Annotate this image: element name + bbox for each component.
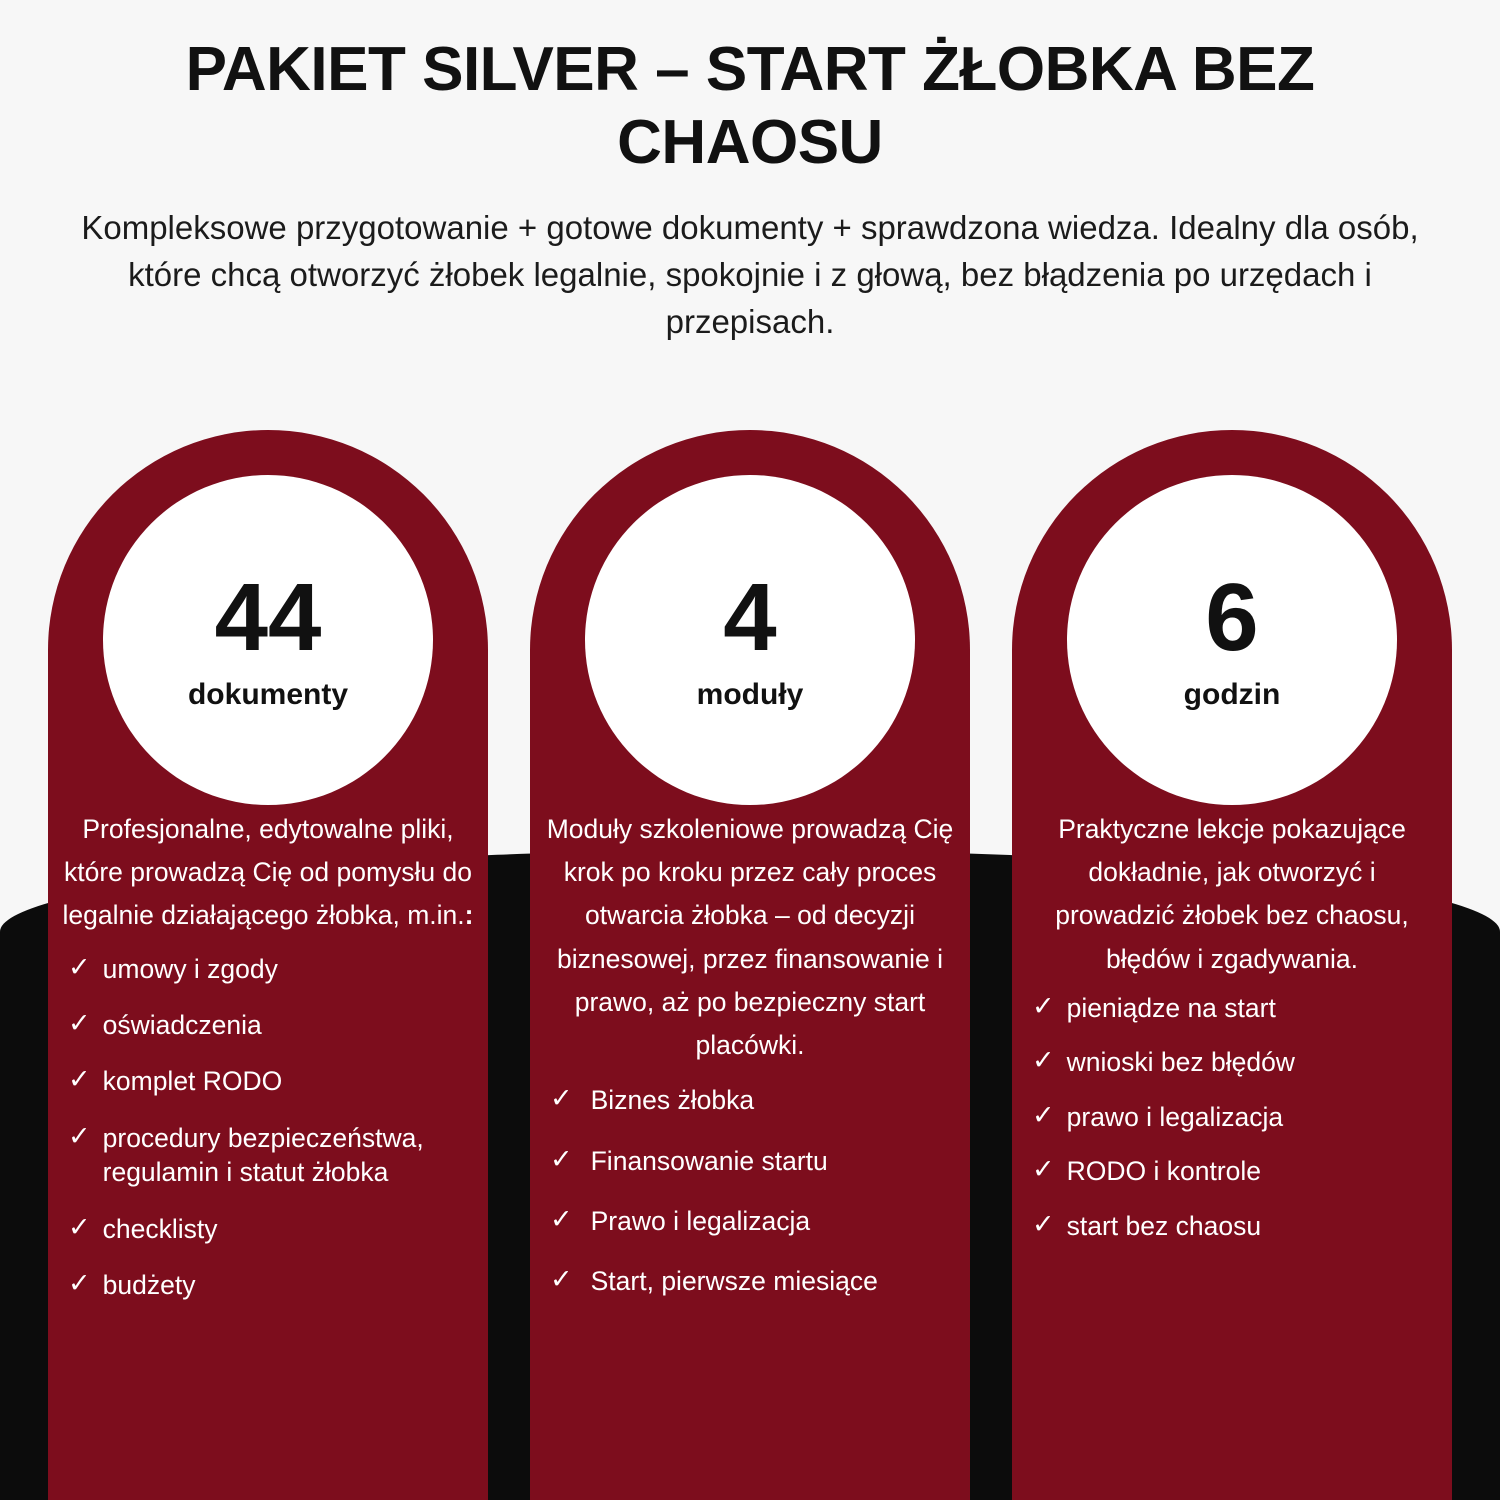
page-subtitle: Kompleksowe przygotowanie + gotowe dokumenty + sprawdzona wiedza. Idealny dla osób, które chcą otworzyć żłobek legalnie, spokojnie i z głową, bez błądzenia po urzędach i przepisach. bbox=[81, 209, 1419, 340]
package-cards bbox=[0, 430, 1500, 1500]
list-item bbox=[550, 1083, 956, 1117]
check-icon: ✓ bbox=[68, 1211, 91, 1242]
list-item bbox=[68, 1268, 474, 1302]
stat-label: dokumenty bbox=[187, 678, 349, 711]
list-item-label: budżety bbox=[102, 1270, 196, 1301]
card-description bbox=[62, 808, 474, 938]
check-icon: ✓ bbox=[550, 1204, 573, 1234]
card-body bbox=[48, 808, 488, 1325]
list-item bbox=[68, 952, 474, 986]
stat-label: godzin bbox=[1183, 678, 1281, 711]
list-item-label: wnioski bez błędów bbox=[1066, 1047, 1295, 1078]
check-icon: ✓ bbox=[550, 1143, 573, 1174]
list-item-label: pieniądze na start bbox=[1066, 992, 1276, 1023]
stat-badge-hours bbox=[1067, 475, 1397, 805]
list-item bbox=[68, 1212, 474, 1246]
card-description: Praktyczne lekcje pokazujące dokładnie, jak otworzyć i prowadzić żłobek bez chaosu, błędów i zgadywania. bbox=[1055, 814, 1409, 974]
page-title: PAKIET SILVER – START ŻŁOBKA BEZ CHAOSU bbox=[185, 35, 1315, 177]
card-bullet-list bbox=[1026, 991, 1438, 1243]
list-item-label: procedury bezpieczeństwa, regulamin i statut żłobka bbox=[102, 1122, 424, 1188]
list-item-label: umowy i zgody bbox=[102, 953, 278, 984]
card-description: Moduły szkoleniowe prowadzą Cię krok po kroku przez cały proces otwarcia żłobka – od decyzji biznesowej, przez finansowanie i prawo, aż po bezpieczny start placówki. bbox=[546, 814, 954, 1060]
card-description-tail: : bbox=[464, 900, 474, 931]
list-item bbox=[1032, 991, 1438, 1025]
list-item-label: Biznes żłobka bbox=[590, 1085, 755, 1116]
card-bullet-list bbox=[544, 1083, 956, 1299]
check-icon: ✓ bbox=[68, 951, 91, 982]
check-icon: ✓ bbox=[68, 1120, 91, 1151]
list-item bbox=[1032, 1045, 1438, 1079]
list-item-label: Finansowanie startu bbox=[590, 1145, 828, 1176]
stat-number: 6 bbox=[1205, 564, 1259, 671]
check-icon: ✓ bbox=[68, 1268, 91, 1299]
list-item bbox=[68, 1064, 474, 1098]
card-modules bbox=[530, 430, 970, 1500]
list-item bbox=[68, 1121, 474, 1190]
list-item bbox=[1032, 1154, 1438, 1188]
check-icon: ✓ bbox=[68, 1008, 91, 1038]
check-icon: ✓ bbox=[550, 1264, 573, 1295]
check-icon: ✓ bbox=[1032, 1208, 1055, 1239]
list-item-label: RODO i kontrole bbox=[1066, 1156, 1262, 1187]
list-item bbox=[550, 1204, 956, 1238]
list-item bbox=[1032, 1209, 1438, 1243]
stat-number: 4 bbox=[723, 564, 777, 671]
card-bullet-list bbox=[62, 952, 474, 1303]
card-documents bbox=[48, 430, 488, 1500]
check-icon: ✓ bbox=[1032, 1154, 1055, 1185]
list-item bbox=[550, 1144, 956, 1178]
list-item-label: komplet RODO bbox=[102, 1066, 283, 1097]
stat-label: moduły bbox=[696, 678, 804, 711]
list-item-label: oświadczenia bbox=[102, 1010, 262, 1040]
card-hours bbox=[1012, 430, 1452, 1500]
stat-number: 44 bbox=[214, 564, 322, 671]
check-icon: ✓ bbox=[68, 1064, 91, 1095]
stat-badge-documents bbox=[103, 475, 433, 805]
card-body bbox=[1012, 808, 1452, 1263]
list-item-label: Start, pierwsze miesiące bbox=[590, 1266, 878, 1297]
card-description-text: Profesjonalne, edytowalne pliki, które prowadzą Cię od pomysłu do legalnie działającego żłobka, m.in. bbox=[62, 814, 473, 931]
list-item bbox=[550, 1264, 956, 1298]
check-icon: ✓ bbox=[1032, 1099, 1055, 1130]
stat-badge-modules bbox=[585, 475, 915, 805]
check-icon: ✓ bbox=[1032, 1045, 1055, 1076]
list-item-label: checklisty bbox=[102, 1213, 218, 1244]
header bbox=[0, 0, 1500, 346]
list-item-label: prawo i legalizacja bbox=[1066, 1101, 1284, 1132]
card-body bbox=[530, 808, 970, 1325]
list-item-label: Prawo i legalizacja bbox=[590, 1206, 811, 1236]
check-icon: ✓ bbox=[1032, 990, 1055, 1021]
list-item bbox=[68, 1008, 474, 1042]
list-item bbox=[1032, 1100, 1438, 1134]
check-icon: ✓ bbox=[550, 1083, 573, 1114]
list-item-label: start bez chaosu bbox=[1066, 1210, 1262, 1241]
